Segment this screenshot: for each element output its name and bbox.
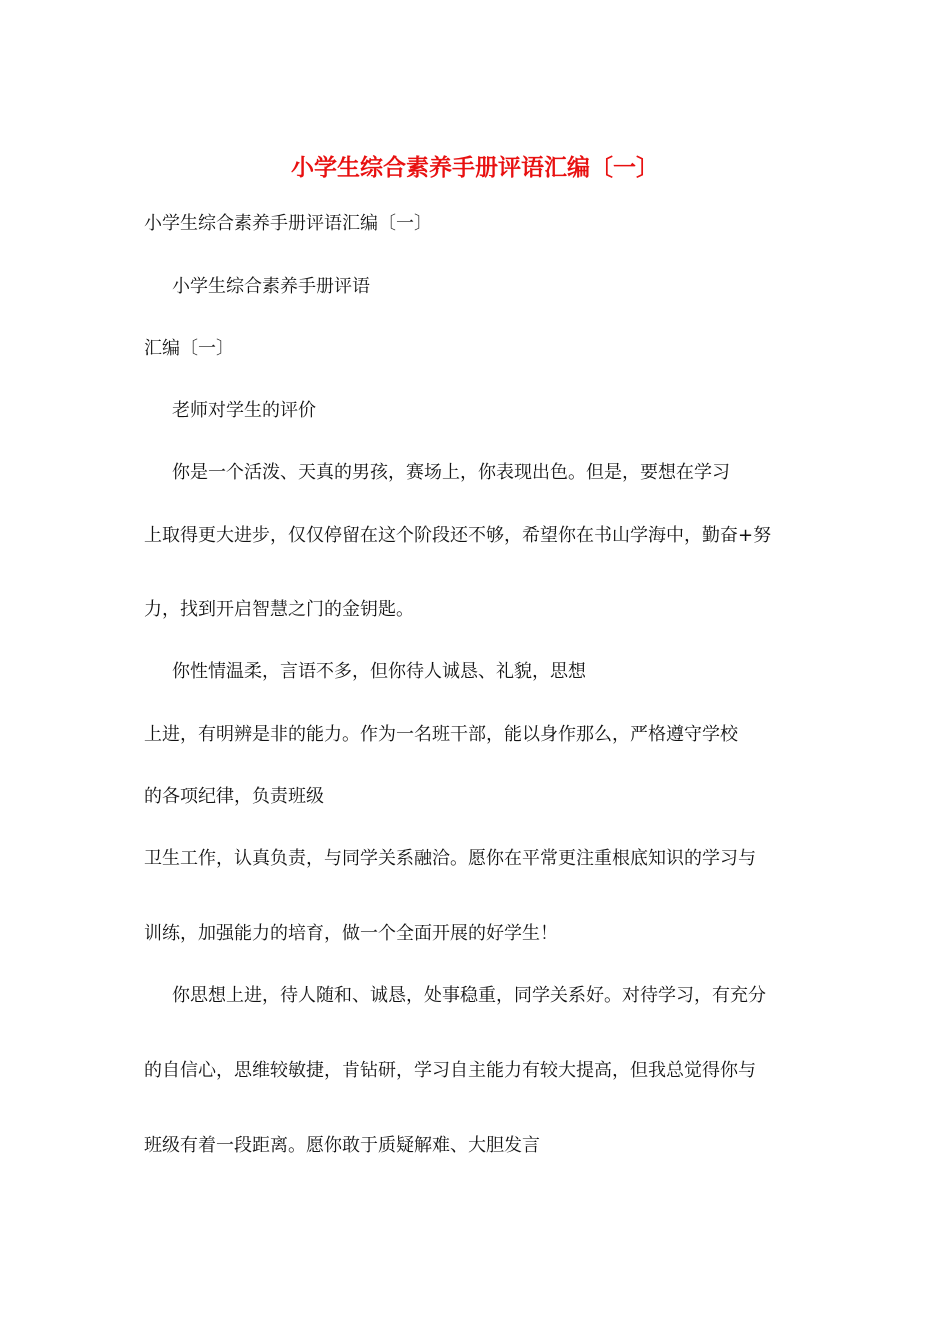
paragraph-line: 你性情温柔，言语不多，但你待人诚恳、礼貌，思想 — [172, 661, 586, 682]
document-title: 小学生综合素养手册评语汇编〔一〕 — [291, 154, 659, 181]
paragraph-line: 力，找到开启智慧之门的金钥匙。 — [144, 599, 414, 620]
section-heading: 老师对学生的评价 — [172, 400, 316, 421]
paragraph-line: 你思想上进，待人随和、诚恳，处事稳重，同学关系好。对待学习，有充分 — [172, 985, 766, 1006]
paragraph-line: 的自信心，思维较敏捷，肯钻研，学习自主能力有较大提高，但我总觉得你与 — [144, 1060, 756, 1081]
paragraph-line: 训练，加强能力的培育，做一个全面开展的好学生！ — [144, 923, 558, 944]
paragraph-line: 你是一个活泼、天真的男孩，赛场上，你表现出色。但是，要想在学习 — [172, 462, 730, 483]
paragraph-line: 小学生综合素养手册评语 — [172, 276, 370, 297]
paragraph-line: 汇编〔一〕 — [144, 338, 234, 359]
paragraph-line: 卫生工作，认真负责，与同学关系融洽。愿你在平常更注重根底知识的学习与 — [144, 848, 756, 869]
paragraph-line: 班级有着一段距离。愿你敢于质疑解难、大胆发言 — [144, 1135, 540, 1156]
paragraph-line: 的各项纪律，负责班级 — [144, 786, 324, 807]
subtitle-line: 小学生综合素养手册评语汇编〔一〕 — [144, 213, 432, 234]
paragraph-line: 上进，有明辨是非的能力。作为一名班干部，能以身作那么，严格遵守学校 — [144, 724, 738, 745]
paragraph-line: 上取得更大进步，仅仅停留在这个阶段还不够，希望你在书山学海中，勤奋+努 — [144, 525, 772, 546]
